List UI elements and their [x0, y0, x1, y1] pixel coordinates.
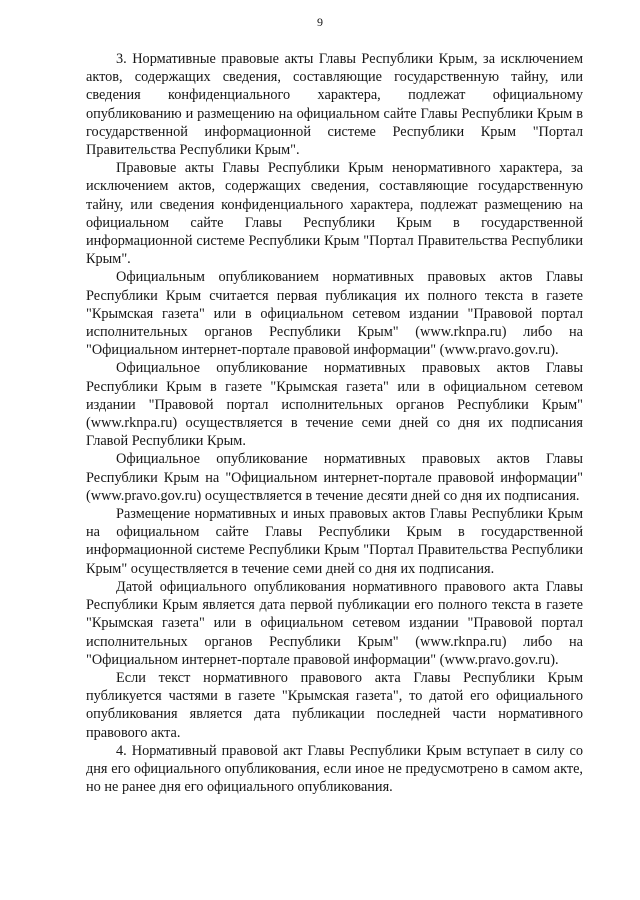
paragraph-website-placement: Размещение нормативных и иных правовых актов Главы Республики Крым на официальном сайте Главы Республики Крым в государственной информационной системе Республики Крым "Портал Правительства Республики Крым" осуществляется в течение семи дней со дня их подписания.	[86, 506, 583, 577]
paragraph-official-publication-definition: Официальным опубликованием нормативных правовых актов Главы Республики Крым считается первая публикация их полного текста в газете "Крымская газета" или в официальном сетевом издании "Правовой портал исполнительных органов Республики Крым" (www.rknpa.ru) либо на "Официальном интернет-портале правовой информации" (www.pravo.gov.ru).	[86, 269, 583, 359]
paragraph-clause-3: 3. Нормативные правовые акты Главы Республики Крым, за исключением актов, содержащих сведения, составляющие государственную тайну, или сведения конфиденциального характера, подлежат официальному опубликованию и размещению на официальном сайте Главы Республики Крым в государственной информационной системе Республики Крым "Портал Правительства Республики Крым".	[86, 51, 583, 159]
paragraph-clause-4: 4. Нормативный правовой акт Главы Республики Крым вступает в силу со дня его официального опубликования, если иное не предусмотрено в самом акте, но не ранее дня его официального опубликования.	[86, 742, 583, 796]
document-body	[86, 50, 583, 796]
paragraph-publication-ten-days: Официальное опубликование нормативных правовых актов Главы Республики Крым на "Официальном интернет-портале правовой информации" (www.pravo.gov.ru) осуществляется в течение десяти дней со дня их подписания.	[86, 451, 583, 504]
paragraph-partial-publication: Если текст нормативного правового акта Главы Республики Крым публикуется частями в газете "Крымская газета", то датой его официального опубликования является дата публикации последней части нормативного правового акта.	[86, 669, 583, 741]
paragraph-non-normative-acts: Правовые акты Главы Республики Крым ненормативного характера, за исключением актов, содержащих сведения, составляющие государственную тайну, или сведения конфиденциального характера, подлежат размещению на официальном сайте Главы Республики Крым в государственной информационной системе Республики Крым "Портал Правительства Республики Крым".	[86, 160, 583, 268]
page-number: 9	[317, 15, 323, 29]
paragraph-publication-date: Датой официального опубликования нормативного правового акта Главы Республики Крым является дата первой публикации его полного текста в газете "Крымская газета" или в официальном сетевом издании "Правовой портал исполнительных органов Республики Крым" (www.rknpa.ru) либо на "Официальном интернет-портале правовой информации" (www.pravo.gov.ru).	[86, 578, 583, 668]
paragraph-publication-seven-days: Официальное опубликование нормативных правовых актов Главы Республики Крым в газете "Крымская газета" или в официальном сетевом издании "Правовой портал исполнительных органов Республики Крым" (www.rknpa.ru) осуществляется в течение семи дней со дня их подписания Главой Республики Крым.	[86, 360, 583, 450]
